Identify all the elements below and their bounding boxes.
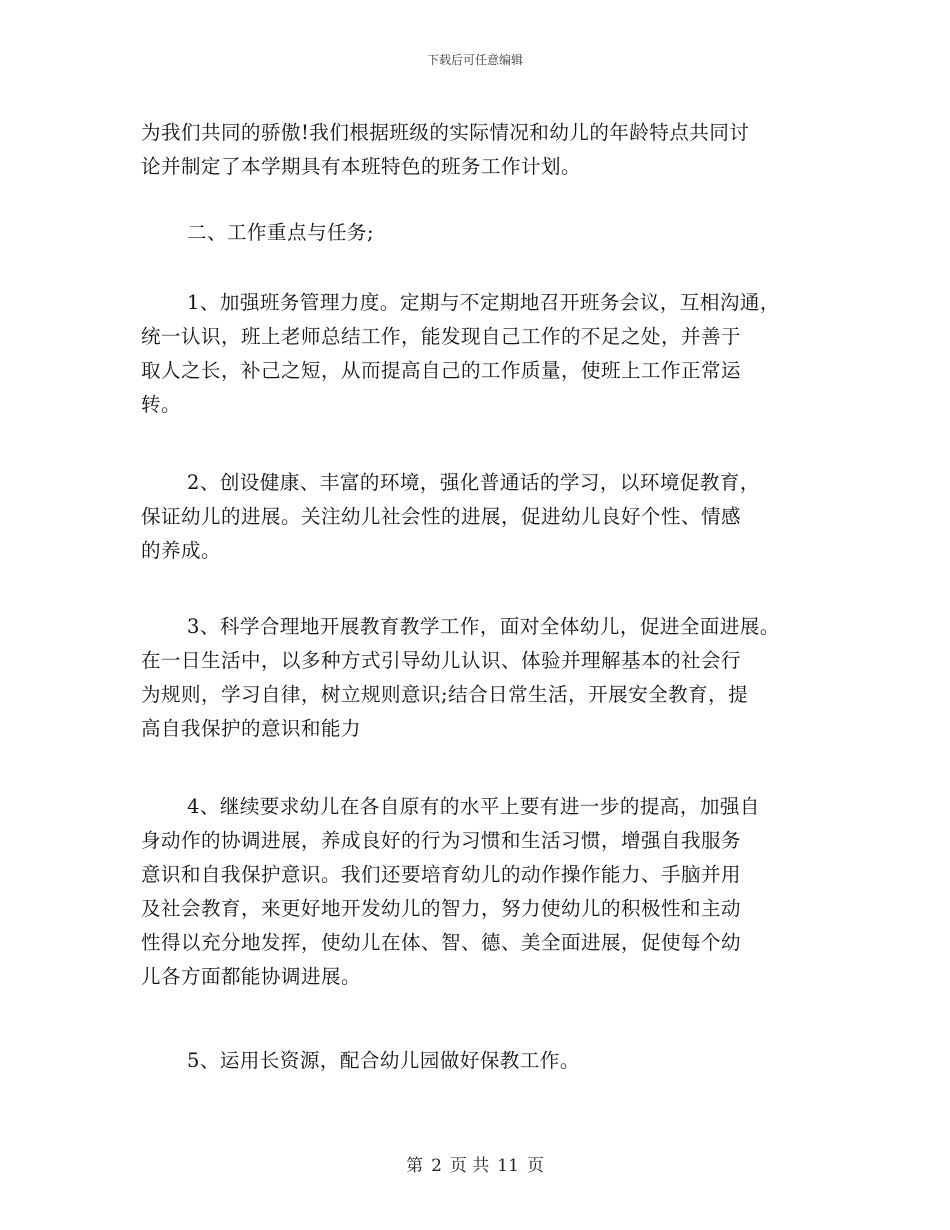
text-line: 统一认识，班上老师总结工作，能发现自己工作的不足之处，并善于 <box>141 325 742 348</box>
text-line: 的养成。 <box>141 539 222 562</box>
text-line: 儿各方面都能协调进展。 <box>141 965 362 988</box>
footer-suffix: 页 <box>526 1156 544 1176</box>
paragraph-item-2 <box>141 466 841 568</box>
text-line: 意识和自我保护意识。我们还要培育幼儿的动作操作能力、手脑并用 <box>141 863 742 886</box>
current-page-number: 2 <box>431 1156 442 1176</box>
paragraph-item-4 <box>141 790 841 994</box>
text-line: 性得以充分地发挥，使幼儿在体、智、德、美全面进展，促使每个幼 <box>141 931 742 954</box>
total-page-count: 11 <box>497 1156 519 1176</box>
paragraph-item-3 <box>141 610 841 746</box>
text-line: 为规则，学习自律，树立规则意识;结合日常生活，开展安全教育，提 <box>141 683 749 706</box>
paragraph-item-1 <box>141 286 841 422</box>
text-line: 2、创设健康、丰富的环境，强化普通话的学习，以环境促教育， <box>187 471 760 494</box>
page-number-footer <box>0 1154 950 1178</box>
text-line: 5、运用长资源，配合幼儿园做好保教工作。 <box>187 1049 580 1072</box>
section-heading-work-focus <box>141 216 841 250</box>
text-line: 4、继续要求幼儿在各自原有的水平上要有进一步的提高，加强自 <box>187 795 760 818</box>
text-line: 3、科学合理地开展教育教学工作，面对全体幼儿，促进全面进展。 <box>187 615 780 638</box>
page-header: 下载后可任意编辑 <box>426 53 523 67</box>
text-line: 高自我保护的意识和能力 <box>141 717 362 740</box>
text-line: 在一日生活中，以多种方式引导幼儿认识、体验并理解基本的社会行 <box>141 649 742 672</box>
text-line: 身动作的协调进展，养成良好的行为习惯和生活习惯，增强自我服务 <box>141 829 742 852</box>
text-line: 为我们共同的骄傲!我们根据班级的实际情况和幼儿的年龄特点共同讨 <box>141 121 750 144</box>
text-line: 转。 <box>141 393 182 416</box>
text-line: 保证幼儿的进展。关注幼儿社会性的进展，促进幼儿良好个性、情感 <box>141 505 742 528</box>
text-line: 二、工作重点与任务; <box>187 221 375 244</box>
text-line: 1、加强班务管理力度。定期与不定期地召开班务会议，互相沟通， <box>187 291 780 314</box>
footer-middle: 页 共 <box>449 1156 490 1176</box>
paragraph-item-5 <box>141 1044 841 1078</box>
text-line: 取人之长，补己之短，从而提高自己的工作质量，使班上工作正常运 <box>141 359 742 382</box>
text-line: 及社会教育，来更好地开发幼儿的智力，努力使幼儿的积极性和主动 <box>141 897 742 920</box>
paragraph-intro-continued <box>141 116 841 184</box>
text-line: 论并制定了本学期具有本班特色的班务工作计划。 <box>141 155 582 178</box>
footer-prefix: 第 <box>406 1156 424 1176</box>
